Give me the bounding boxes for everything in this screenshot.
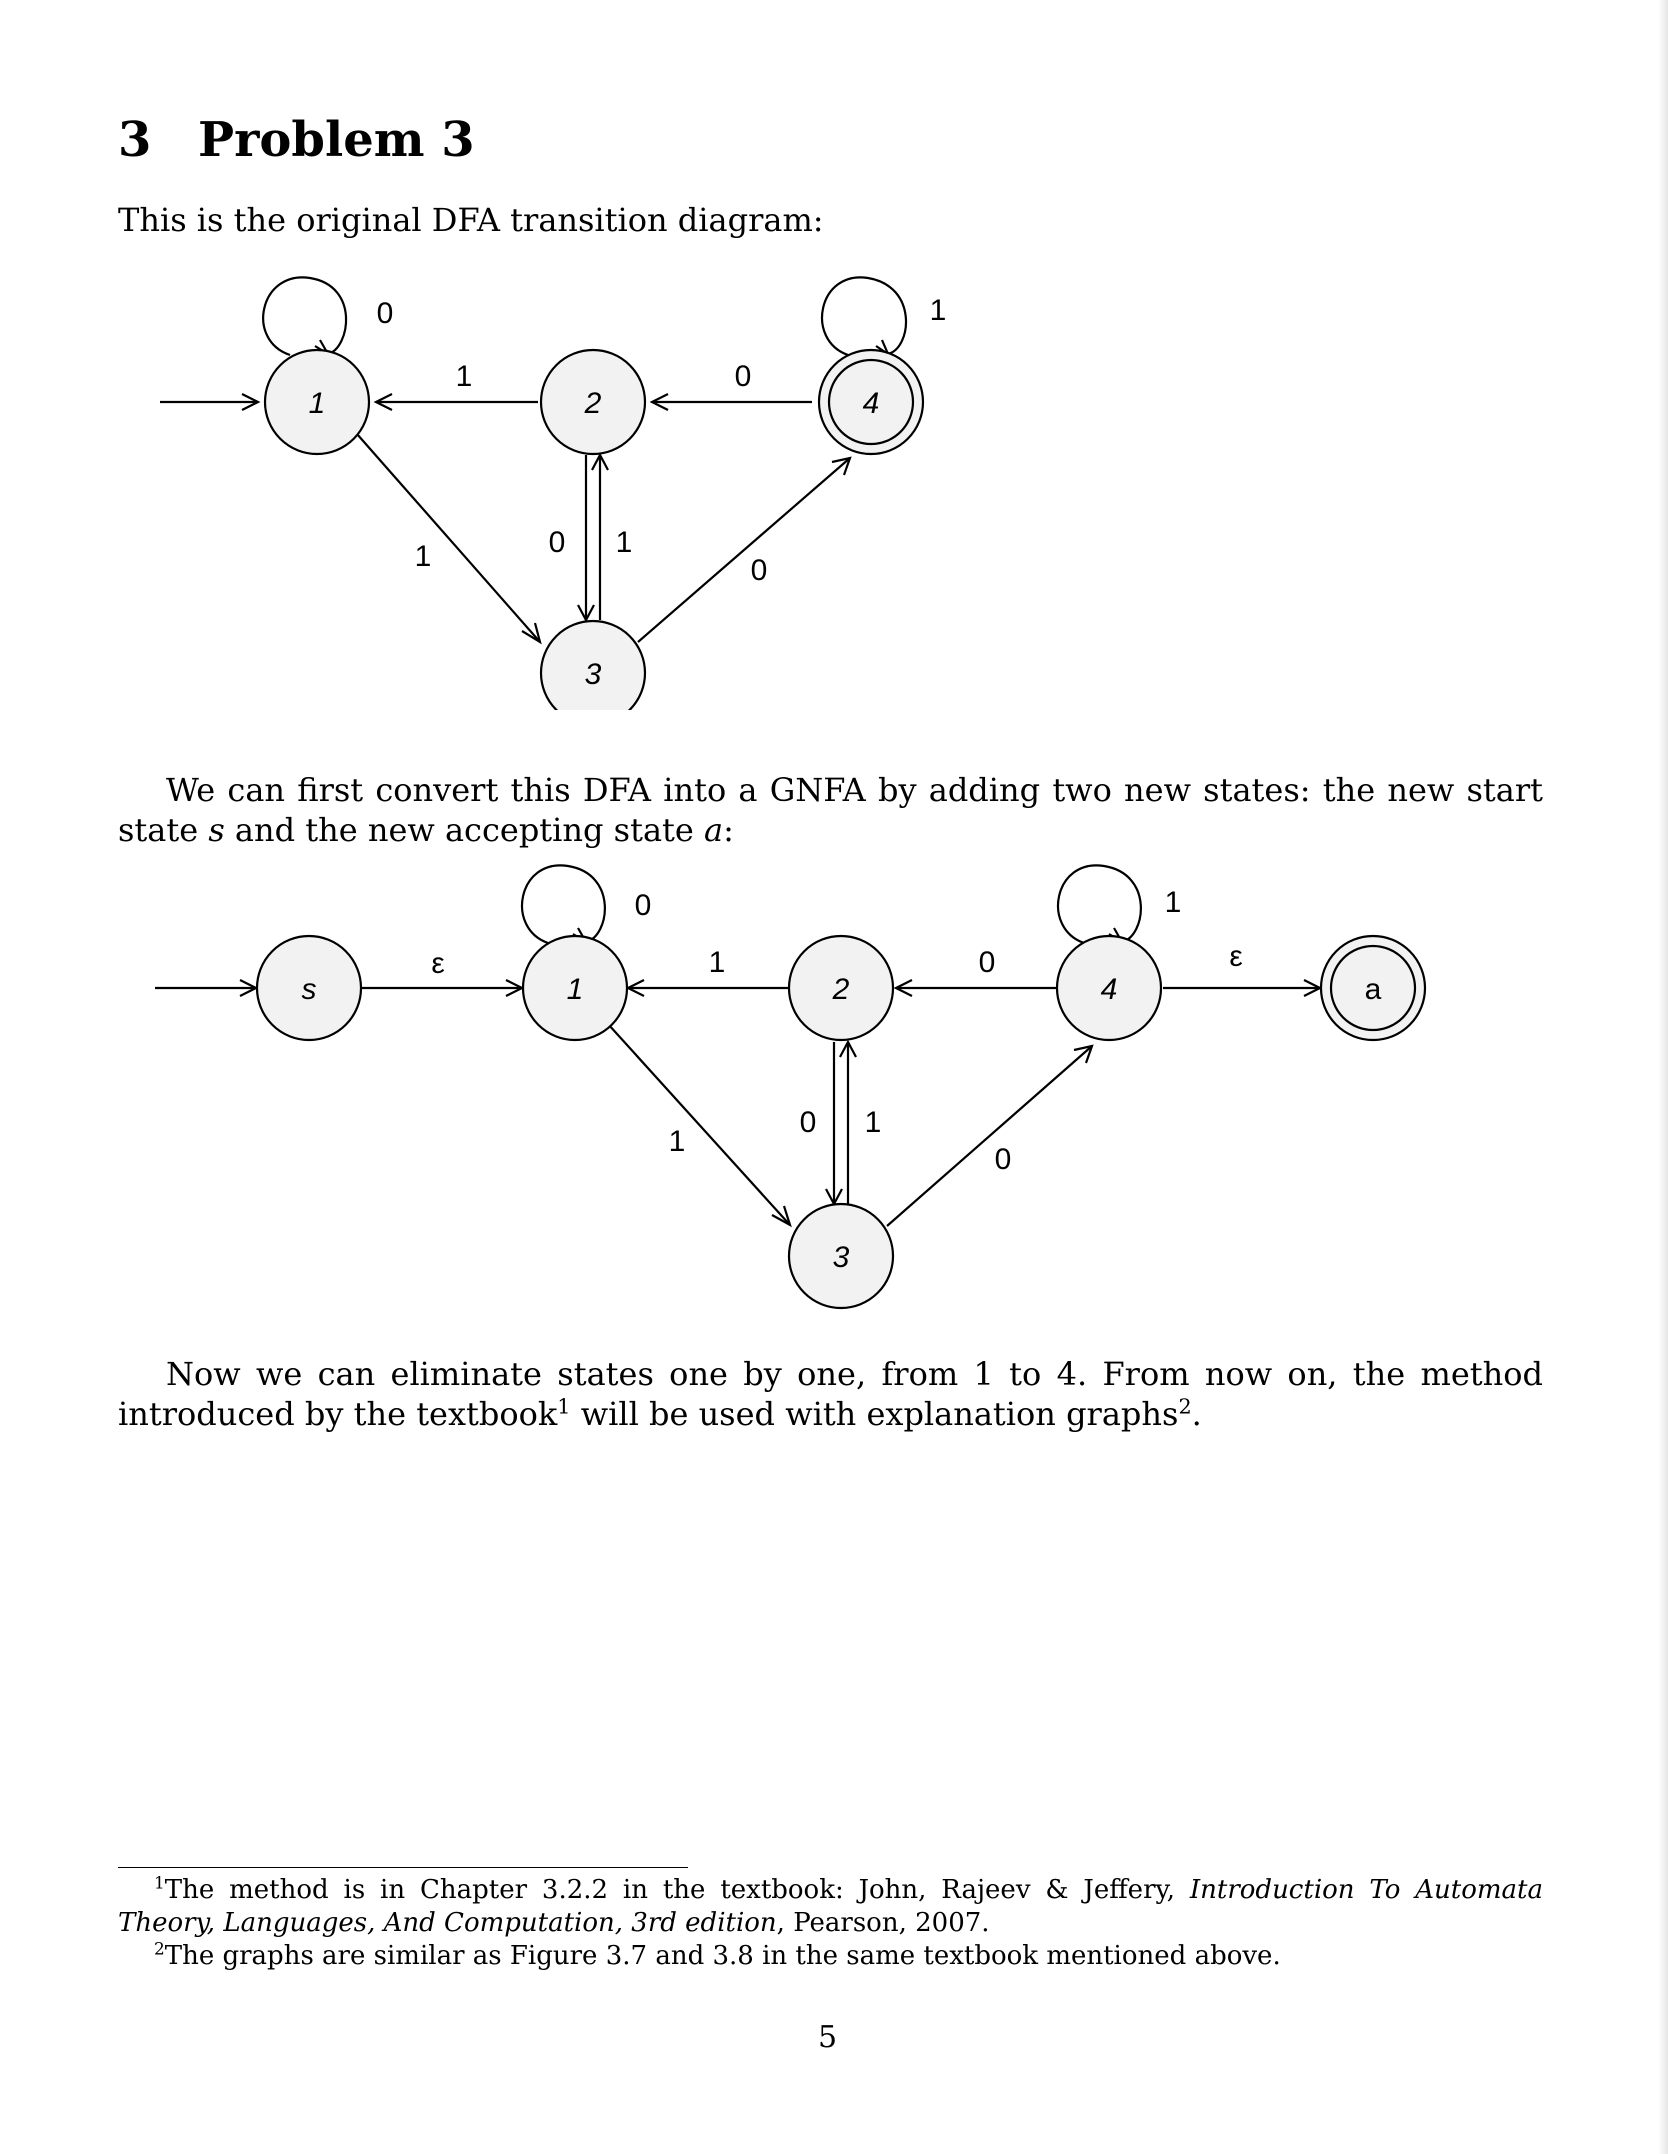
gnfa-state-label: 1	[566, 973, 584, 1006]
gnfa-edge-label: 0	[994, 1143, 1012, 1176]
dfa-state-label: 3	[584, 658, 602, 691]
section-title: Problem 3	[198, 112, 475, 168]
gnfa-state-label: a	[1364, 973, 1382, 1006]
gnfa-state-label: 4	[1100, 973, 1118, 1006]
dfa-edge-label: 0	[548, 526, 566, 559]
gnfa-state-label: 2	[832, 973, 850, 1006]
var-a: a	[703, 811, 724, 849]
gnfa-edge-label: 1	[668, 1125, 686, 1158]
footnote-2: $^2$The graphs are similar as Figure 3.7 and 3.8 in the same textbook mentioned above.	[154, 1938, 1281, 1971]
gnfa-edge-label: 0	[978, 946, 996, 979]
dfa-state-label: 4	[862, 387, 880, 420]
dfa-edges	[160, 277, 906, 642]
page-number: 5	[818, 2020, 838, 2055]
gnfa-state-label: 3	[832, 1241, 850, 1274]
dfa-state-label: 1	[308, 387, 326, 420]
gnfa-edges	[155, 865, 1320, 1226]
footnote-ref-1[interactable]: 1	[557, 1394, 571, 1419]
footnote-ref-2[interactable]: 2	[1178, 1394, 1192, 1419]
dfa-edge-label: 0	[750, 554, 768, 587]
gnfa-edge-label: ε	[431, 947, 445, 980]
dfa-edge-label: 1	[414, 540, 432, 573]
gnfa-loop-1	[522, 865, 605, 943]
gnfa-edge-label: ε	[1229, 940, 1243, 973]
footnotes	[118, 1874, 1543, 1973]
gnfa-edge-label: 0	[634, 889, 652, 922]
dfa-edge-1-3	[357, 434, 540, 642]
dfa-edge-label: 0	[376, 297, 394, 330]
dfa-edge-label: 1	[455, 360, 473, 393]
paragraph-elimination: Now we can eliminate states one by one, from 1 to 4. From now on, the method introduced by the textbook$^1$ will be used with explanation graphs$^2$.	[118, 1355, 1543, 1433]
intro-text: This is the original DFA transition diagram:	[118, 201, 824, 239]
gnfa-state-label: s	[301, 973, 317, 1006]
gnfa-edge-label: 1	[1164, 886, 1182, 919]
dfa-loop-4	[822, 277, 906, 355]
paragraph-gnfa-intro: We can first convert this DFA into a GNFA by adding two new states: the new start state s and the new accepting state a:	[118, 771, 1543, 849]
footnote-rule	[118, 1867, 688, 1868]
dfa-edge-label: 1	[615, 526, 633, 559]
gnfa-loop-4	[1058, 865, 1141, 943]
gnfa-diagram	[150, 860, 1450, 1310]
page-edge-shadow	[1658, 0, 1668, 2154]
section-heading	[118, 112, 475, 168]
dfa-edge-label: 0	[734, 360, 752, 393]
var-s: s	[208, 811, 225, 849]
dfa-loop-1	[263, 277, 346, 355]
dfa-state-label: 2	[584, 387, 602, 420]
gnfa-edge-label: 0	[799, 1106, 817, 1139]
footnote-1: $^1$The method is in Chapter 3.2.2 in the textbook: John, Rajeev & Jeffery, Introduction To Automata Theory, Languages, And Computation, 3rd edition, Pearson, 2007.	[118, 1872, 1543, 1938]
dfa-edge-3-4	[638, 458, 850, 642]
gnfa-edge-label: 1	[708, 946, 726, 979]
gnfa-edge-label: 1	[864, 1106, 882, 1139]
gnfa-edge-1-3	[608, 1024, 790, 1225]
dfa-edge-label: 1	[929, 294, 947, 327]
section-number: 3	[118, 112, 152, 168]
gnfa-edge-3-4	[887, 1046, 1092, 1226]
dfa-diagram	[150, 270, 950, 710]
